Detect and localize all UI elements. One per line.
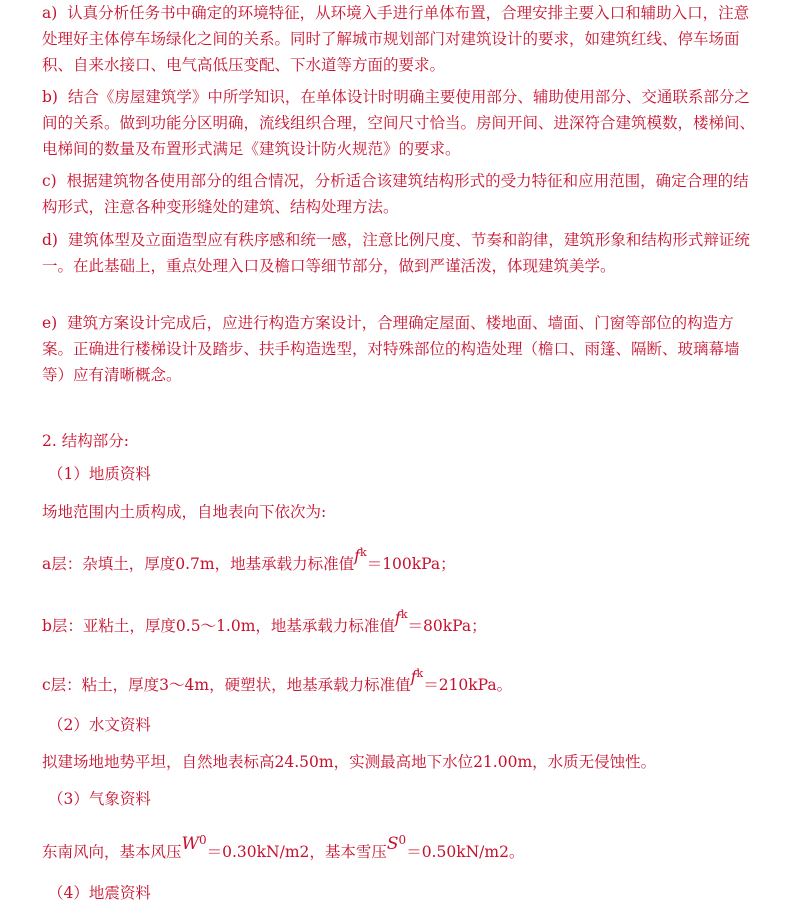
paragraph-b-label: b) [42, 88, 58, 106]
bearing-capacity-symbol: $f^k$ [354, 546, 367, 565]
wind-pressure-symbol: $W^0$ [181, 833, 207, 854]
seismic-heading: （4）地震资料 [48, 884, 151, 902]
paragraph-d-label: d) [42, 231, 58, 249]
paragraph-a-label: a) [42, 4, 58, 22]
soil-layer-c [42, 667, 513, 699]
paragraph-a [42, 0, 762, 78]
soil-layer-b-text: b层：亚粘土，厚度0.5～1.0m，地基承载力标准值 [42, 617, 395, 635]
wind-pressure-value: ＝0.30kN/m2，基本雪压 [206, 843, 387, 861]
paragraph-e-text: 建筑方案设计完成后，应进行构造方案设计，合理确定屋面、楼地面、墙面、门窗等部位的构造方案。正确进行楼梯设计及踏步、扶手构造选型，对特殊部位的构造处理（檐口、雨篷、隔断、玻璃幕墙等）应有清晰概念。 [42, 314, 740, 384]
paragraph-c [42, 168, 762, 220]
geology-heading: （1）地质资料 [48, 465, 151, 483]
climate-text [42, 833, 525, 865]
soil-layer-a-value: ＝100kPa； [366, 555, 456, 573]
soil-layer-c-value: ＝210kPa。 [423, 676, 513, 694]
climate-heading: （3）气象资料 [48, 790, 151, 808]
bearing-capacity-symbol: $f^k$ [410, 667, 424, 686]
section-2-heading: 2. 结构部分: [42, 432, 129, 450]
paragraph-e-label: e) [42, 314, 58, 332]
soil-layer-c-text: c层：粘土，厚度3～4m，硬塑状，地基承载力标准值 [42, 676, 411, 694]
paragraph-c-text: 根据建筑物各使用部分的组合情况，分析适合该建筑结构形式的受力特征和应用范围，确定合理的结构形式，注意各种变形缝处的建筑、结构处理方法。 [42, 172, 749, 216]
paragraph-d [42, 227, 762, 279]
paragraph-d-text: 建筑体型及立面造型应有秩序感和统一感，注意比例尺度、节奏和韵律，建筑形象和结构形式辩证统一。在此基础上，重点处理入口及檐口等细节部分，做到严谨活泼，体现建筑美学。 [42, 231, 750, 275]
paragraph-a-text: 认真分析任务书中确定的环境特征，从环境入手进行单体布置，合理安排主要入口和辅助入口，注意处理好主体停车场绿化之间的关系。同时了解城市规划部门对建筑设计的要求，如建筑红线、停车场面积、自来水接口、电气高低压变配、下水道等方面的要求。 [42, 4, 750, 74]
hydrology-heading: （2）水文资料 [48, 716, 151, 734]
wind-pressure-label: 东南风向，基本风压 [42, 843, 182, 861]
soil-layer-b-value: ＝80kPa； [407, 617, 487, 635]
soil-layer-a-text: a层：杂填土，厚度0.7m，地基承载力标准值 [42, 555, 355, 573]
soil-layer-b [42, 608, 487, 640]
bearing-capacity-symbol: $f^k$ [394, 608, 408, 627]
soil-layer-a [42, 546, 456, 578]
hydrology-text: 拟建场地地势平坦，自然地表标高24.50m，实测最高地下水位21.00m，水质无侵蚀性。 [42, 753, 657, 771]
geology-intro: 场地范围内土质构成，自地表向下依次为: [42, 503, 327, 521]
paragraph-e [42, 310, 762, 388]
snow-pressure-symbol: $S^0$ [386, 833, 407, 854]
paragraph-c-label: c) [42, 172, 57, 190]
paragraph-b-text: 结合《房屋建筑学》中所学知识，在单体设计时明确主要使用部分、辅助使用部分、交通联系部分之间的关系。做到功能分区明确，流线组织合理，空间尺寸恰当。房间开间、进深符合建筑模数，楼梯间、电梯间的数量及布置形式满足《建筑设计防火规范》的要求。 [42, 88, 756, 158]
snow-pressure-value: ＝0.50kN/m2。 [406, 843, 525, 861]
paragraph-b [42, 84, 762, 162]
